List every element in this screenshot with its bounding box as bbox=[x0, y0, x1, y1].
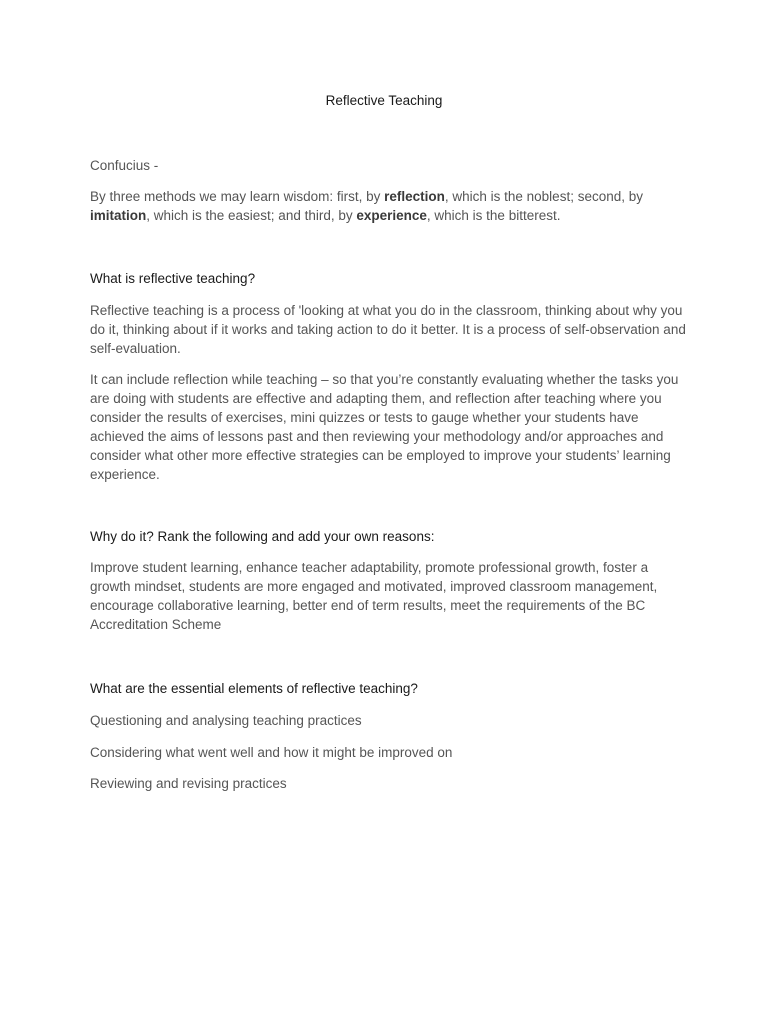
quote-bold-experience: experience bbox=[356, 208, 427, 223]
section-heading-what-is: What is reflective teaching? bbox=[90, 271, 256, 286]
quote-author: Confucius - bbox=[90, 158, 159, 173]
quote-part-1: By three methods we may learn wisdom: first, by bbox=[90, 189, 385, 204]
quote-part-2: , which is the noblest; second, by bbox=[444, 189, 643, 204]
quote-bold-reflection: reflection bbox=[384, 189, 445, 204]
section-what-is-paragraph-1: Reflective teaching is a process of 'looking at what you do in the classroom, thinking about why you do it, thinking about if it works and taking action to do it better. It is a process of self-observation and self-evaluation. bbox=[90, 303, 686, 356]
page-title: Reflective Teaching bbox=[325, 93, 443, 108]
list-item: Reviewing and revising practices bbox=[90, 776, 287, 791]
quote-part-3: , which is the easiest; and third, by bbox=[146, 208, 357, 223]
quote-part-4: , which is the bitterest. bbox=[426, 208, 561, 223]
section-why-paragraph: Improve student learning, enhance teacher adaptability, promote professional growth, foster a growth mindset, students are more engaged and motivated, improved classroom management, encourage collaborative learning, better end of term results, meet the requirements of the BC Accreditation Scheme bbox=[90, 560, 658, 632]
section-heading-why: Why do it? Rank the following and add your own reasons: bbox=[90, 529, 435, 544]
section-what-is-paragraph-2: It can include reflection while teaching – so that you’re constantly evaluating whether the tasks you are doing with students are effective and adapting them, and reflection after teaching where you consider the results of exercises, mini quizzes or tests to gauge whether your students have achieved the aims of lessons past and then reviewing your methodology and/or approaches and consider what other more effective strategies can be employed to improve your students’ learning experience. bbox=[90, 372, 679, 482]
list-item: Questioning and analysing teaching practices bbox=[90, 713, 362, 728]
section-heading-essential-elements: What are the essential elements of reflective teaching? bbox=[90, 681, 418, 696]
quote-text bbox=[90, 187, 690, 225]
quote-bold-imitation: imitation bbox=[90, 208, 147, 223]
list-item: Considering what went well and how it might be improved on bbox=[90, 745, 453, 760]
